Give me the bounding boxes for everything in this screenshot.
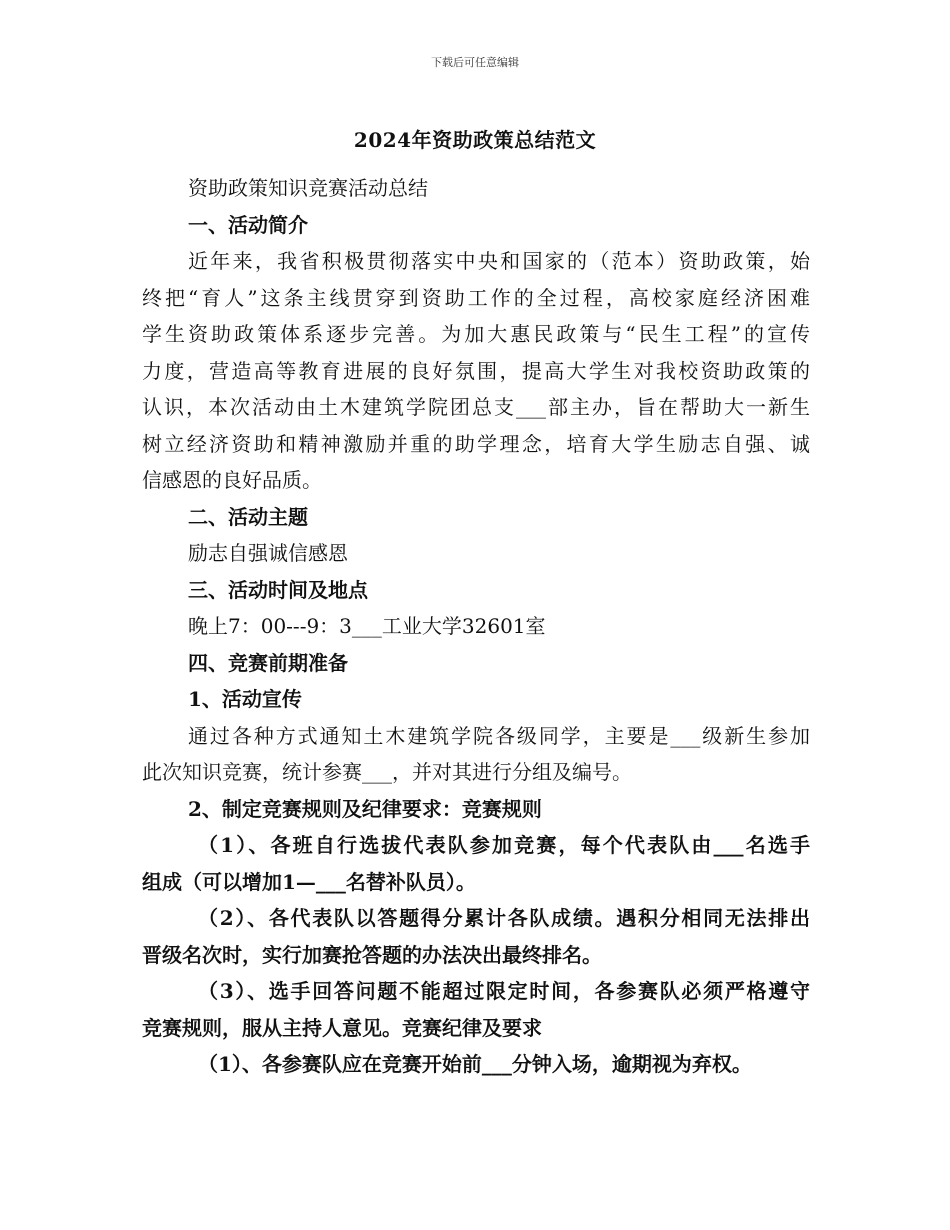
text-line: 一、活动简介 bbox=[188, 212, 308, 237]
text-line: 晚上7：00---9：3___工业大学32601室 bbox=[188, 614, 546, 638]
text-line: （2）、各代表队以答题得分累计各队成绩。遇积分相同无法排出 bbox=[198, 906, 810, 930]
text-line: （1）、各参赛队应在竞赛开始前___分钟入场，逾期视为弃权。 bbox=[198, 1052, 752, 1076]
text-line: 资助政策知识竞赛活动总结 bbox=[188, 176, 428, 200]
text-line: 终把“育人”这条主线贯穿到资助工作的全过程，高校家庭经济困难 bbox=[142, 285, 810, 310]
header-note: 下载后可任意编辑 bbox=[431, 56, 519, 69]
text-line: 信感恩的良好品质。 bbox=[142, 468, 322, 492]
text-line: 1、活动宣传 bbox=[188, 687, 302, 711]
text-line: 通过各种方式通知土木建筑学院各级同学，主要是___级新生参加 bbox=[188, 723, 810, 748]
text-line: 晋级名次时，实行加赛抢答题的办法决出最终排名。 bbox=[142, 942, 602, 967]
text-line: 学生资助政策体系逐步完善。为加大惠民政策与“民生工程”的宣传 bbox=[142, 322, 810, 346]
text-line: 组成（可以增加1—___名替补队员）。 bbox=[142, 869, 476, 894]
page-title: 2024年资助政策总结范文 bbox=[353, 128, 597, 152]
text-line: （1）、各班自行选拔代表队参加竞赛，每个代表队由___名选手 bbox=[198, 833, 810, 857]
text-line: 力度，营造高等教育进展的良好氛围，提高大学生对我校资助政策的 bbox=[142, 358, 810, 383]
text-line: 树立经济资助和精神激励并重的助学理念，培育大学生励志自强、诚 bbox=[142, 431, 810, 456]
text-line: （3）、选手回答问题不能超过限定时间，各参赛队必须严格遵守 bbox=[198, 979, 810, 1003]
text-line: 2、制定竞赛规则及纪律要求：竞赛规则 bbox=[188, 796, 542, 821]
text-line: 三、活动时间及地点 bbox=[188, 577, 368, 602]
text-line: 认识，本次活动由土木建筑学院团总支___部主办，旨在帮助大一新生 bbox=[142, 395, 810, 419]
text-line: 竞赛规则，服从主持人意见。竞赛纪律及要求 bbox=[142, 1015, 542, 1040]
text-line: 二、活动主题 bbox=[188, 504, 308, 529]
text-line: 此次知识竞赛，统计参赛___，并对其进行分组及编号。 bbox=[142, 760, 632, 784]
text-line: 四、竞赛前期准备 bbox=[188, 650, 348, 675]
text-line: 近年来，我省积极贯彻落实中央和国家的（范本）资助政策，始 bbox=[188, 249, 810, 273]
text-line: 励志自强诚信感恩 bbox=[188, 541, 348, 565]
document-body bbox=[142, 170, 810, 1083]
